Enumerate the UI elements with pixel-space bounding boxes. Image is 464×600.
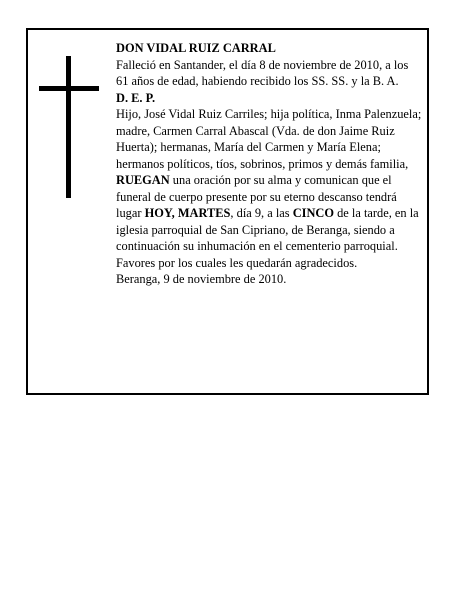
cross-horizontal-bar (39, 86, 99, 91)
closing-line: Beranga, 9 de noviembre de 2010. (116, 272, 287, 286)
funeral-day: HOY, MARTES (144, 206, 231, 220)
dep-line: D. E. P. (116, 90, 156, 105)
notice-body (116, 40, 422, 288)
cross-vertical-bar (66, 56, 71, 198)
funeral-text-part-2: , día 9, a las (230, 206, 293, 220)
deceased-name: DON VIDAL RUIZ CARRAL (116, 41, 276, 55)
funeral-paragraph (116, 172, 422, 271)
obituary-notice (26, 28, 429, 395)
cross-icon (39, 56, 99, 198)
death-announcement: Falleció en Santander, el día 8 de noviembre de 2010, a los 61 años de edad, habiendo recibido los SS. SS. y la B. A. (116, 57, 409, 88)
family-list: Hijo, José Vidal Ruiz Carriles; hija política, Inma Palenzuela; madre, Carmen Carral Abascal (Vda. de don Jaime Ruiz Huerta); hermanas, María del Carmen y María Elena; hermanos políticos, tíos, sobrinos, primos y demás familia, (116, 107, 422, 171)
funeral-text-part-3: de la tarde, en la iglesia parroquial de San Cipriano, de Beranga, siendo a continuación su inhumación en el cementerio parroquial. Favores por los cuales les quedarán agradecidos. (116, 206, 419, 270)
funeral-text-part-1: una oración por su alma y comunican que el funeral de cuerpo presente por su eterno descanso tendrá lugar (116, 173, 397, 220)
funeral-hour: CINCO (292, 206, 335, 220)
ruegan-word: RUEGAN (116, 173, 170, 187)
